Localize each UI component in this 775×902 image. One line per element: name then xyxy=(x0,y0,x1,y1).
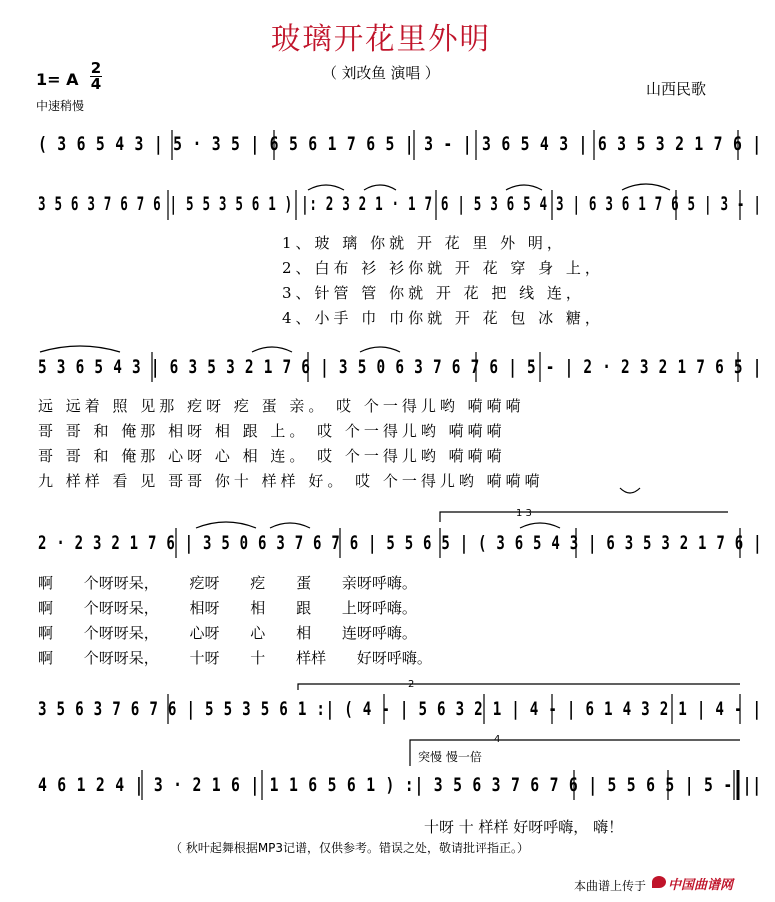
verse-c-line-1: 啊 个呀呀呆， 疙呀 疙 蛋 亲呀呼嗨。 xyxy=(38,574,417,592)
song-title: 玻璃开花里外明 xyxy=(270,22,492,57)
verse-a-line-4: 4、小手 巾 巾你就 开 花 包 冰 糖， xyxy=(282,309,604,327)
key-signature: 1= A xyxy=(36,70,79,89)
song-origin: 山西民歌 xyxy=(646,80,707,98)
volta-bracket-4 xyxy=(410,740,740,766)
notation-system-3: 5 3 6 5 4 3 | 6 3 5 3 2 1 7 6 | 3 5 0 6 3 7 6 7 6 | 5 - | 2 · 2 3 2 1 7 6 5 | xyxy=(38,356,763,378)
notation-system-2: 3 5 6 3 7 6 7 6 | 5 5 3 5 6 1 ) |: 2 3 2 1 · 1 7 6 | 5 3 6 5 4 3 | 6 3 6 1 7 6 5 | 3 - | xyxy=(38,193,762,215)
verse-c-line-4: 啊 个呀呀呆， 十呀 十 样样 好呀呼嗨。 xyxy=(38,649,432,667)
singer-credit: （ 刘改鱼 演唱 ） xyxy=(322,64,440,82)
tempo-marking: 中速稍慢 xyxy=(36,99,85,113)
notation-system-4: 2 · 2 3 2 1 7 6 | 3 5 0 6 3 7 6 7 6 | 5 5 6 5 | ( 3 6 5 4 3 | 6 3 5 3 2 1 7 6 | xyxy=(38,532,763,554)
upload-credit: 本曲谱上传于 xyxy=(574,879,647,893)
verse-b-line-1: 远 远着 照 见那 疙呀 疙 蛋 亲。 哎 个一得儿哟 嗬嗬嗬 xyxy=(38,397,525,415)
slur xyxy=(270,523,310,528)
verse-a-line-2: 2、白布 衫 衫你就 开 花 穿 身 上， xyxy=(282,259,604,277)
slur xyxy=(252,347,292,352)
volta-bracket-1-3 xyxy=(440,512,728,522)
verse-a-line-3: 3、针管 管 你就 开 花 把 线 连， xyxy=(282,284,585,302)
slur xyxy=(196,522,256,528)
verse-b-line-3: 哥 哥 和 俺那 心呀 心 相 连。 哎 个一得儿哟 嗬嗬嗬 xyxy=(38,447,506,465)
verse-b-line-4: 九 样样 看 见 哥哥 你十 样样 好。 哎 个一得儿哟 嗬嗬嗬 xyxy=(38,472,544,490)
verse-c-line-2: 啊 个呀呀呆， 相呀 相 跟 上呀呼嗨。 xyxy=(38,599,417,617)
volta-marker-4: 4 xyxy=(494,734,501,745)
slur xyxy=(364,185,396,190)
slur xyxy=(622,184,670,190)
verse-b-line-2: 哥 哥 和 俺那 相呀 相 跟 上。 哎 个一得儿哟 嗬嗬嗬 xyxy=(38,422,506,440)
notation-system-1: ( 3 6 5 4 3 | 5 · 3 5 | 6 5 6 1 7 6 5 | 3 - | 3 6 5 4 3 | 6 3 5 3 2 1 7 6 | xyxy=(38,133,762,155)
time-signature-top: 2 xyxy=(90,59,102,77)
slur xyxy=(506,185,542,190)
final-lyric: 十呀 十 样样 好呀呼嗨， 嗨！ xyxy=(424,818,624,836)
slur xyxy=(360,347,400,352)
verse-a-line-1: 1、玻 璃 你就 开 花 里 外 明， xyxy=(282,234,566,252)
slur xyxy=(520,523,560,528)
slur xyxy=(308,185,344,190)
volta-marker-2: 2 xyxy=(408,679,415,690)
transcription-note: （ 秋叶起舞根据MP3记谱，仅供参考。错误之处，敬请批评指正。） xyxy=(170,841,530,855)
time-signature-bottom: 4 xyxy=(90,75,102,93)
volta-bracket-2 xyxy=(298,684,740,690)
slur xyxy=(620,488,640,493)
verse-c-line-3: 啊 个呀呀呆， 心呀 心 相 连呀呼嗨。 xyxy=(38,624,417,642)
site-logo: 中国曲谱网 xyxy=(668,878,734,893)
notation-system-5: 3 5 6 3 7 6 7 6 | 5 5 3 5 6 1 :| ( 4 - | 5 6 3 2 1 | 4 - | 6 1 4 3 2 1 | 4 - | xyxy=(38,698,762,720)
volta-marker-1-3: 1 3 xyxy=(516,508,532,519)
notation-system-6: 4 6 1 2 4 | 3 · 2 1 6 | 1 1 6 5 6 1 ) :| 3 5 6 3 7 6 7 6 | 5 5 6 5 | 5 - || xyxy=(38,774,762,796)
ending-tempo-marking: 突慢 慢一倍 xyxy=(418,750,482,764)
slur xyxy=(40,346,120,352)
